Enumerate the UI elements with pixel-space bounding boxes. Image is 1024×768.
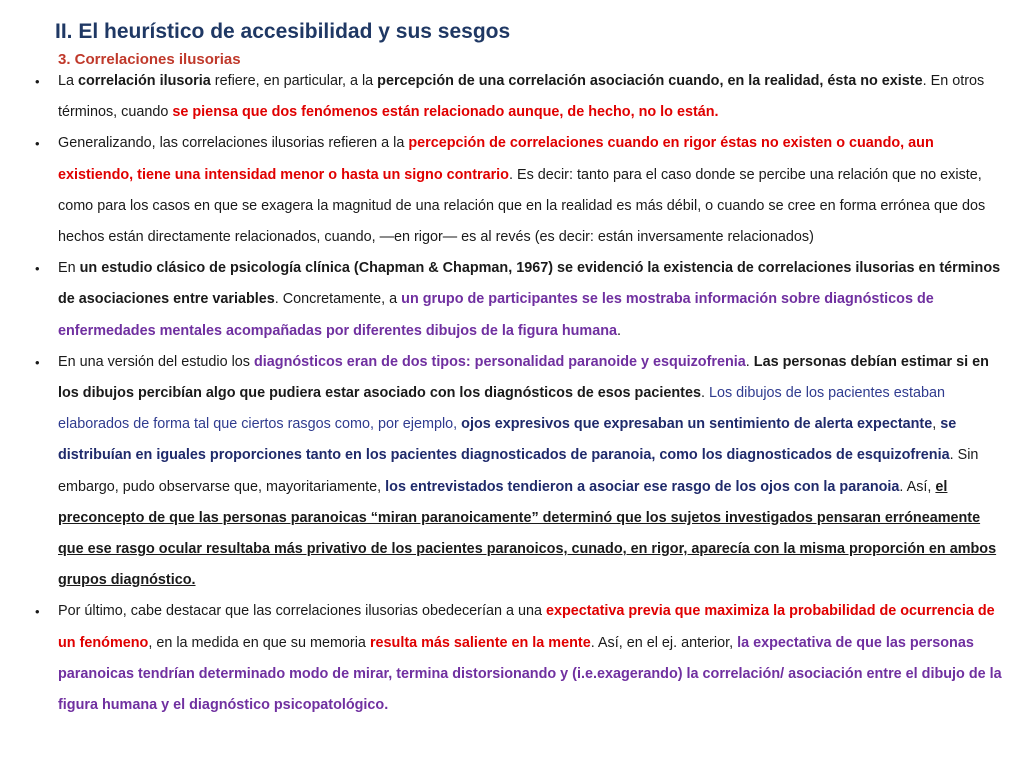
bullet-dot-icon: • xyxy=(35,354,40,370)
text-segment: Generalizando, las correlaciones ilusorias refieren a la xyxy=(58,135,409,152)
text-segment: . xyxy=(745,353,754,370)
bullet-text xyxy=(58,135,985,245)
bullet-item-1 xyxy=(26,66,1004,128)
text-segment: un grupo de participantes se les mostraba información sobre diagnósticos de enfermedades mentales acompañadas por diferentes dibujos de la figura humana xyxy=(58,291,934,339)
text-segment: Los dibujos de los pacientes estaban elaborados de forma tal que ciertos rasgos como, por ejemplo, xyxy=(58,385,945,433)
text-segment: , en la medida en que su memoria xyxy=(148,634,370,651)
text-segment: diagnósticos eran de dos tipos: personalidad paranoide y esquizofrenia xyxy=(254,353,746,370)
text-segment: se distribuían en iguales proporciones tanto en los pacientes diagnosticados de paranoia, como los diagnosticados de esquizofrenia xyxy=(58,416,957,464)
bullet-text xyxy=(58,260,1000,338)
bullet-dot-icon: • xyxy=(35,136,40,152)
text-segment: expectativa previa que maximiza la probabilidad de ocurrencia de un fenómeno xyxy=(58,603,995,651)
text-segment: Por último, cabe destacar que las correlaciones ilusorias obedecerían a una xyxy=(58,603,546,620)
slide-title: II. El heurístico de accesibilidad y sus sesgos xyxy=(55,20,511,43)
text-segment: . En otros términos, cuando xyxy=(58,73,985,121)
text-segment: . Es decir: tanto para el caso donde se percibe una relación que no existe, como para los casos en que se exagera la magnitud de una relación que en la realidad es más débil, o cuando se cree en forma errónea que dos hechos están directamente relacionados, cuando, —en rigor— es al revés (es decir: están inversamente relacionados) xyxy=(58,166,986,246)
bullet-text xyxy=(58,354,996,588)
text-segment: , xyxy=(932,416,941,433)
text-segment: Las personas debían estimar si en los dibujos percibían algo que pudiera estar asociado con los diagnósticos de esos pacientes xyxy=(58,353,989,402)
bullet-dot-icon: • xyxy=(35,261,40,277)
text-segment: . Así, xyxy=(899,478,936,495)
slide-subtitle: 3. Correlaciones ilusorias xyxy=(58,51,241,68)
text-segment: la expectativa de que las personas paranoicas tendrían determinado modo de mirar, termina distorsionando y (i.e.exagerando) la correlación/ asociación entre el dibujo de la figura humana y el diagnóstico psicopatológico. xyxy=(58,634,1002,714)
bullet-item-3 xyxy=(26,253,1004,347)
text-segment: En xyxy=(58,260,80,277)
bullet-item-4 xyxy=(26,347,1004,597)
text-segment: los entrevistados tendieron a asociar ese rasgo de los ojos con la paranoia xyxy=(385,478,900,495)
text-segment: La xyxy=(58,73,79,89)
text-segment: . xyxy=(617,322,621,339)
text-segment: percepción de una correlación asociación cuando, en la realidad, ésta no existe xyxy=(377,73,923,89)
bullet-text xyxy=(58,73,984,120)
bullet-text xyxy=(58,603,1002,713)
text-segment: En una versión del estudio los xyxy=(58,353,254,370)
text-segment: . xyxy=(700,385,709,402)
bullet-item-5 xyxy=(26,596,1004,721)
text-segment: percepción de correlaciones cuando en rigor éstas no existen o cuando, aun existiendo, tiene una intensidad menor o hasta un signo contrario xyxy=(58,135,934,183)
bullet-dot-icon: • xyxy=(35,74,40,89)
text-segment: el preconcepto de que las personas paranoicas “miran paranoicamente” determinó que los sujetos investigados pensaran erróneamente que ese rasgo ocular resultaba más privativo de los pacientes paranoicos, cunado, en rigor, aparecía con la misma proporción en ambos grupos diagnóstico. xyxy=(58,478,997,589)
text-segment: refiere, en particular, a la xyxy=(210,73,378,89)
text-segment: un estudio clásico de psicología clínica (Chapman & Chapman, 1967) se evidenció la existencia de correlaciones ilusorias en términos de asociaciones entre variables xyxy=(58,260,1001,308)
text-segment: . Sin embargo, pudo observarse que, mayoritariamente, xyxy=(58,447,979,495)
text-segment: correlación ilusoria xyxy=(78,73,211,89)
text-segment: resulta más saliente en la mente xyxy=(369,634,591,651)
text-segment: . Así, en el ej. anterior, xyxy=(590,634,738,651)
text-segment: ojos expresivos que expresaban un sentimiento de alerta expectante xyxy=(461,416,933,433)
bullet-dot-icon: • xyxy=(35,604,40,620)
bullet-list xyxy=(26,66,1004,721)
text-segment: se piensa que dos fenómenos están relacionado aunque, de hecho, no lo están. xyxy=(172,104,719,121)
bullet-item-2 xyxy=(26,128,1004,253)
text-segment: . Concretamente, a xyxy=(274,291,402,308)
